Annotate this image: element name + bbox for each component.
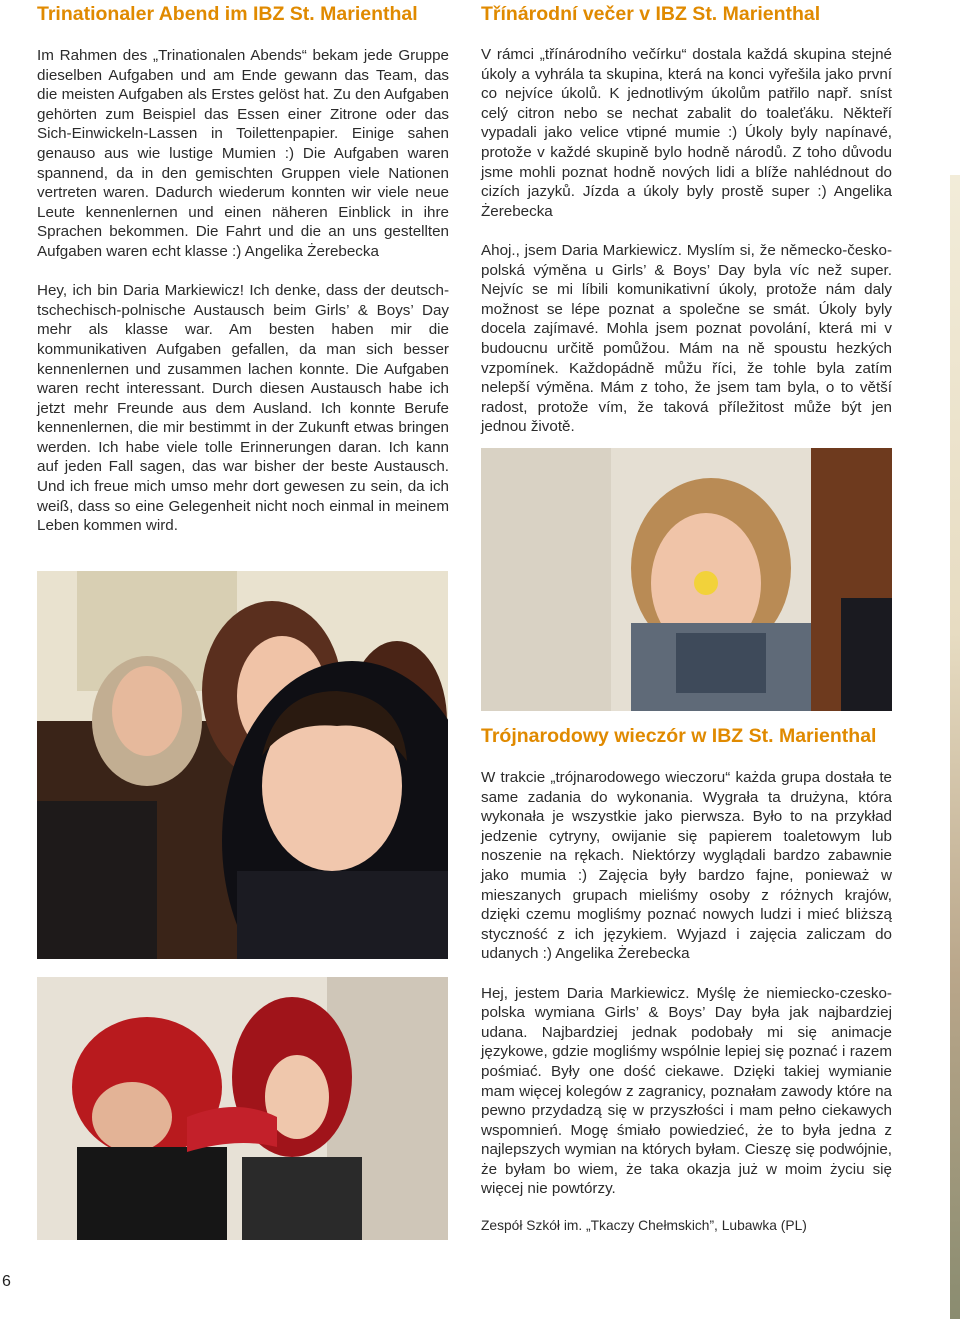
polish-credit: Zespół Szkół im. „Tkaczy Chełmskich”, Lubawka (PL) [481,1218,807,1234]
german-paragraph-2: Hey, ich bin Daria Markiewicz! Ich denke, dass der deutsch-tschechisch-polnische Austausch beim Girls’ & Boys’ Day mehr als klasse war. Am besten haben mir die kommunikativen Aufgaben gefallen, da man sich besser kennenlernen und zusammen lachen konnte. Die Aufgaben waren recht interessant. Durch diesen Austausch habe ich jetzt mehr Freunde aus dem Ausland. Ich konnte Berufe kennenlernen, die mir bestimmt in der Zukunft etwas bringen werden. Ich habe viele tolle Erinnerungen daran. Ich kann auf jeden Fall sagen, das war bisher der beste Austausch. Und ich freue mich umso mehr dort gewesen zu sein, da ich weiß, dass so eine Gelegenheit nicht noch einmal in meinem Leben kommen wird. [37,282,449,535]
polish-section [481,724,892,1235]
polish-paragraph-1: W trakcie „trójnarodowego wieczoru“ każda grupa dostała te same zadania do wykonania. Wygrała ta drużyna, która wykonała je wszystkie jako pierwsza. Było to na przykład jedzenie cytryny, owijanie się papierem toaletowym lub noszenie na rękach. Niektórzy wyglądali bardzo zabawnie jako mumia :) Zajęcia były bardzo fajne, ponieważ w mieszanych grupach mieliśmy osoby z różnych krajów, dzięki czemu mogliśmy poznać nowych ludzi i mieć bliższą styczność z ich językiem. Wyjazd i zajęcia zaliczam do udanych :) Angelika Żerebecka [481,769,892,963]
page-edge-strip [950,175,960,1319]
photo-boy-lemon [481,448,892,711]
czech-paragraph-1: V rámci „třínárodního večírku“ dostala každá skupina stejné úkoly a vyhrála ta skupina, která na konci vyřešila jako první co nejvíce úkolů. K jednotlivým úkolům patřilo např. sníst celý citron nebo se nechat zabalit do toaleťáku. Někteří vypadali jako velice vtipné mumie :) Úkoly byly napínavé, protože v každé skupině bylo hodně národů. Z toho důvodu jsme mohli poznat hodně nových lidi a blíže nahlédnout do cizích jazyků. Jízda a úkoly byly prostě super :) Angelika Żerebecka [481,46,892,220]
polish-paragraph-2: Hej, jestem Daria Markiewicz. Myślę że niemiecko-czesko-polska wymiana Girls’ & Boys’ Day była jak najbardziej udana. Najbardziej jednak podobały mi się animacje językowe, gdzie mogliśmy wspólnie lepiej się poznać i razem pośmiać. Były one dość ciekawe. Dzięki takiej wymianie mam więcej kolegów z zagranicy, poznałam zawody które na pewno przydadzą się w przyszłości i mam pełno ciekawych wspomnień. Mogę śmiało powiedzieć, że to była jedna z najlepszych wymian na których byłam. Cieszę się podwójnie, że byłam bo wiem, że taka okazja już w moim życiu się więcej nie powtórzy. [481,984,892,1198]
czech-paragraph-2: Ahoj., jsem Daria Markiewicz. Myslím si, že německo-česko-polská výměna u Girls’ & Boys’ Day byla víc než super. Nejvíc se mi líbili komunikativní úkoly, protože nám daly možnost se lépe poznat a společne se smát. Úkoly byly docela zajímavé. Mohla jsem poznat povolání, která mi v budoucnu určitě pomůžou. Mám na ně spoustu hezkých vzpomínek. Každopádně můžu říci, že tohle byla zatím nelepší výměna. Mám z toho, že jsem tam byla, o to větší radost, protože vím, že taková příležitost může být jen jednou životě. [481,241,892,436]
page-number: 6 [2,1273,11,1290]
german-title: Trinationaler Abend im IBZ St. Marienthal [37,3,418,25]
photo-group-boy [37,571,448,959]
german-paragraph-1: Im Rahmen des „Trinationalen Abends“ bekam jede Gruppe dieselben Aufgaben und am Ende gewann das Team, das die meisten Aufgaben als Erstes gelöst hat. Zu den Aufgaben gehörten zum Beispiel das Essen einer Zitrone oder das Sich-Einwickeln-Lassen in Toilettenpapier. Einige sahen genauso aus wie lustige Mumien :) Die Aufgaben waren spannend, da in den gemischten Gruppen viele Nationen vertreten waren. Dadurch wiederum konnten wir viele neue Leute kennenlernen und einen näheren Einblick in ihre Sprachen bekommen. Die Fahrt und die an uns gestellten Aufgaben waren echt klasse :) Angelika Żerebecka [37,47,449,260]
czech-section [481,2,892,437]
photo-girls-red-scarves [37,977,448,1240]
czech-title: Třínárodní večer v IBZ St. Marienthal [481,3,821,25]
german-section [37,2,449,536]
polish-title: Trójnarodowy wieczór w IBZ St. Marienthal [481,725,877,747]
